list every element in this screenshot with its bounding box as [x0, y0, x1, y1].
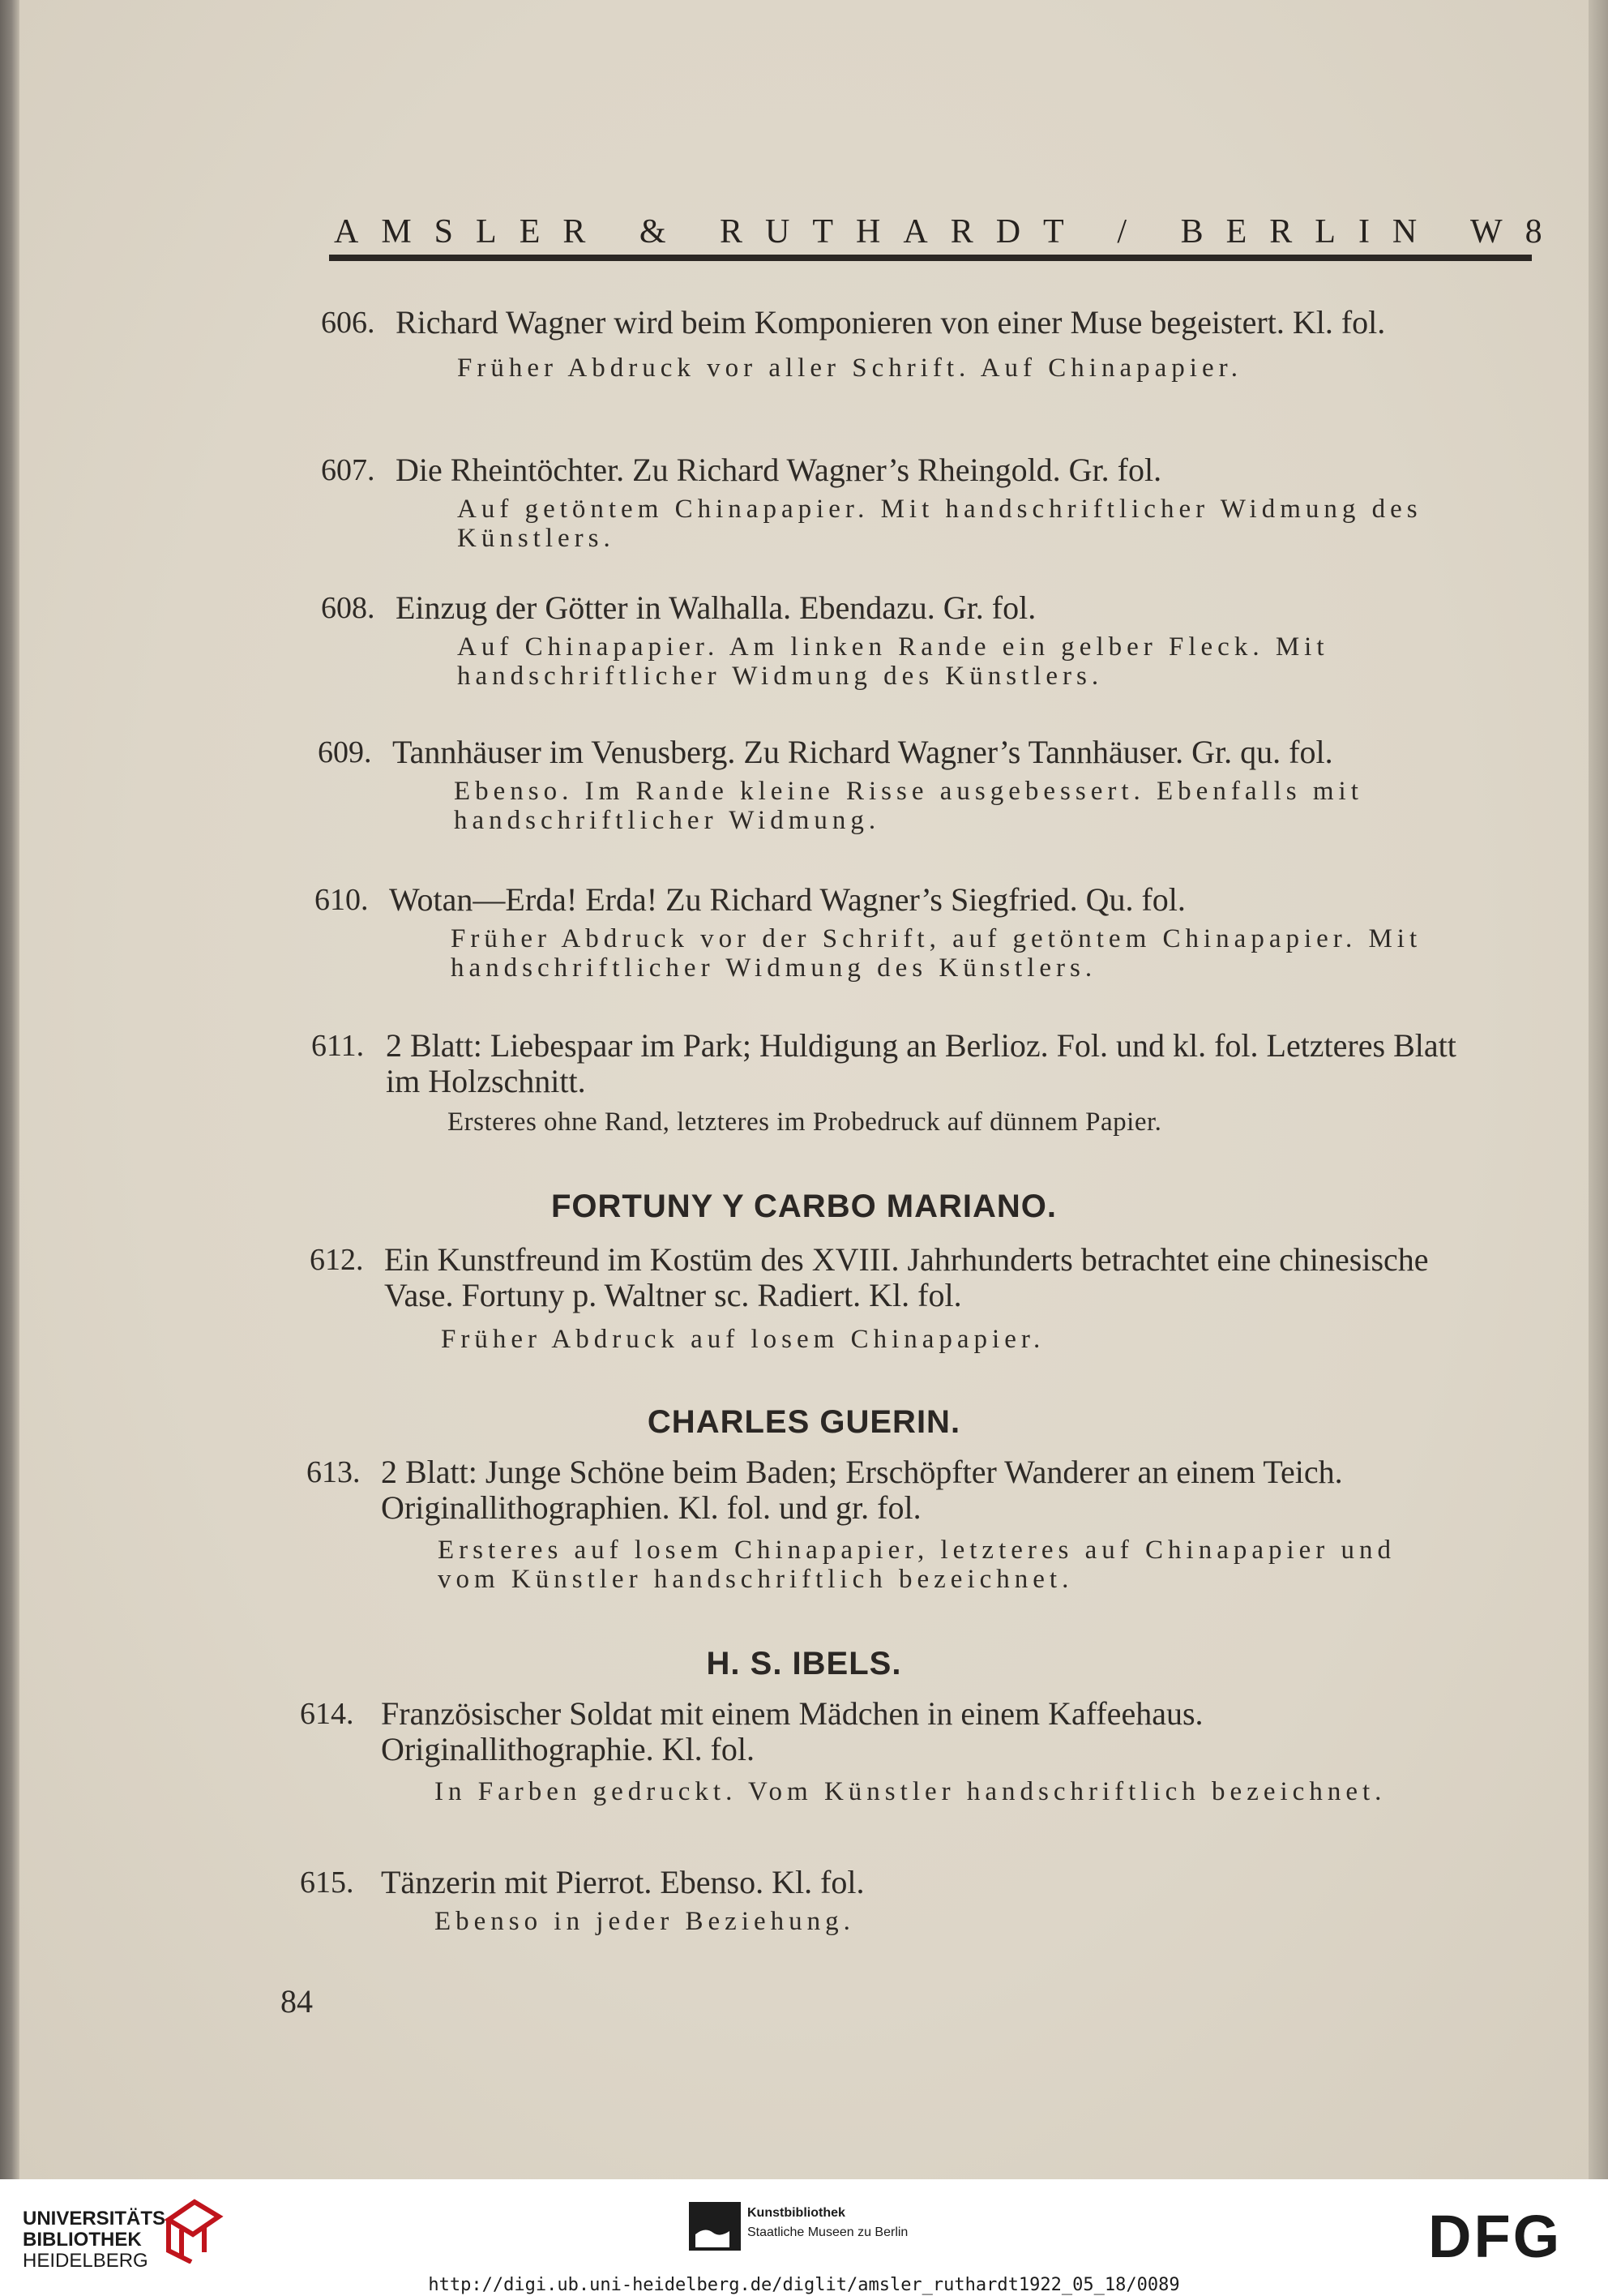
entry-number: 614.	[300, 1697, 354, 1731]
kunstbibliothek-label	[747, 2204, 908, 2242]
entry-number: 608.	[321, 591, 375, 625]
entry-612	[310, 1242, 1460, 1354]
permalink-url[interactable]: http://digi.ub.uni-heidelberg.de/diglit/amsler_ruthardt1922_05_18/0089	[428, 2275, 1180, 2295]
entry-number: 611.	[311, 1029, 365, 1063]
entry-number: 615.	[300, 1866, 354, 1900]
entry-number: 613.	[306, 1455, 361, 1489]
entry-note: Früher Abdruck vor aller Schrift. Auf Chinapapier.	[457, 353, 1243, 383]
entry-note: Ebenso in jeder Beziehung.	[434, 1907, 855, 1936]
artist-heading-guerin: CHARLES GUERIN.	[647, 1404, 961, 1440]
dfg-logo: DFG	[1428, 2203, 1563, 2270]
artist-heading-fortuny: FORTUNY Y CARBO MARIANO.	[550, 1189, 1058, 1224]
entry-title: Einzug der Götter in Walhalla. Ebendazu. Gr. fol.	[396, 589, 1037, 626]
artist-heading-ibels: H. S. IBELS.	[706, 1646, 902, 1681]
entry-606	[321, 305, 1472, 383]
kunstbibliothek-logo-icon	[689, 2202, 741, 2251]
entry-title: Ein Kunstfreund im Kostüm des XVIII. Jahrhunderts betrachtet eine chinesische Vase. Fortuny p. Waltner sc. Radiert. Kl. fol.	[384, 1241, 1429, 1313]
entry-note: Ersteres auf losem Chinapapier, letzteres auf Chinapapier und vom Künstler handschriftlich bezeichnet.	[438, 1536, 1396, 1594]
entry-609	[318, 735, 1469, 835]
entry-608	[321, 590, 1472, 691]
ub-line-3: HEIDELBERG	[23, 2250, 148, 2272]
page-number: 84	[280, 1983, 313, 2020]
entry-614	[300, 1696, 1451, 1806]
entry-number: 607.	[321, 453, 375, 487]
kb-line-2: Staatliche Museen zu Berlin	[747, 2225, 909, 2239]
entry-title: Französischer Soldat mit einem Mädchen in einem Kaffeehaus. Originallithographie. Kl. fol.	[381, 1695, 1204, 1767]
entry-title: Die Rheintöchter. Zu Richard Wagner’s Rheingold. Gr. fol.	[396, 452, 1162, 488]
entry-title: Richard Wagner wird beim Komponieren von einer Muse begeistert. Kl. fol.	[396, 304, 1386, 341]
ub-heidelberg-logo-icon	[162, 2199, 225, 2264]
entry-number: 609.	[318, 735, 372, 769]
entry-note: Ersteres ohne Rand, letzteres im Probedruck auf dünnem Papier.	[447, 1107, 1162, 1137]
entry-number: 610.	[314, 883, 369, 917]
ub-heidelberg-label	[23, 2208, 172, 2272]
entry-note: Früher Abdruck vor der Schrift, auf getöntem Chinapapier. Mit handschriftlicher Widmung des Künstlers.	[451, 924, 1422, 983]
entry-note: Ebenso. Im Rande kleine Risse ausgebessert. Ebenfalls mit handschriftlicher Widmung.	[454, 777, 1363, 835]
ub-line-2: BIBLIOTHEK	[23, 2229, 142, 2251]
entry-number: 606.	[321, 306, 375, 340]
entry-607	[321, 452, 1472, 553]
entry-title: Tänzerin mit Pierrot. Ebenso. Kl. fol.	[381, 1864, 865, 1900]
entry-number: 612.	[310, 1243, 364, 1277]
entry-611	[311, 1028, 1462, 1137]
catalog-page	[19, 0, 1589, 2179]
kb-line-1: Kunstbibliothek	[747, 2206, 845, 2220]
running-header: AMSLER & RUTHARDT / BERLIN W8	[334, 213, 1565, 251]
entry-title: Wotan—Erda! Erda! Zu Richard Wagner’s Siegfried. Qu. fol.	[389, 881, 1186, 918]
entry-title: Tannhäuser im Venusberg. Zu Richard Wagner’s Tannhäuser. Gr. qu. fol.	[392, 734, 1333, 770]
entry-615	[300, 1865, 1451, 1936]
entry-note: Auf getöntem Chinapapier. Mit handschriftlicher Widmung des Künstlers.	[457, 495, 1422, 553]
header-rule	[329, 255, 1532, 261]
viewer-footer	[0, 2179, 1608, 2296]
entry-title: 2 Blatt: Junge Schöne beim Baden; Erschöpfter Wanderer an einem Teich. Originallithographien. Kl. fol. und gr. fol.	[381, 1454, 1343, 1526]
entry-note: Auf Chinapapier. Am linken Rande ein gelber Fleck. Mit handschriftlicher Widmung des Künstlers.	[457, 632, 1329, 691]
entry-613	[306, 1454, 1457, 1594]
ub-line-1: UNIVERSITÄTS-	[23, 2208, 173, 2230]
entry-610	[314, 882, 1465, 983]
entry-note: Früher Abdruck auf losem Chinapapier.	[441, 1325, 1046, 1354]
entry-title: 2 Blatt: Liebespaar im Park; Huldigung an Berlioz. Fol. und kl. fol. Letzteres Blatt im Holzschnitt.	[386, 1027, 1456, 1099]
entry-note: In Farben gedruckt. Vom Künstler handschriftlich bezeichnet.	[434, 1777, 1387, 1806]
